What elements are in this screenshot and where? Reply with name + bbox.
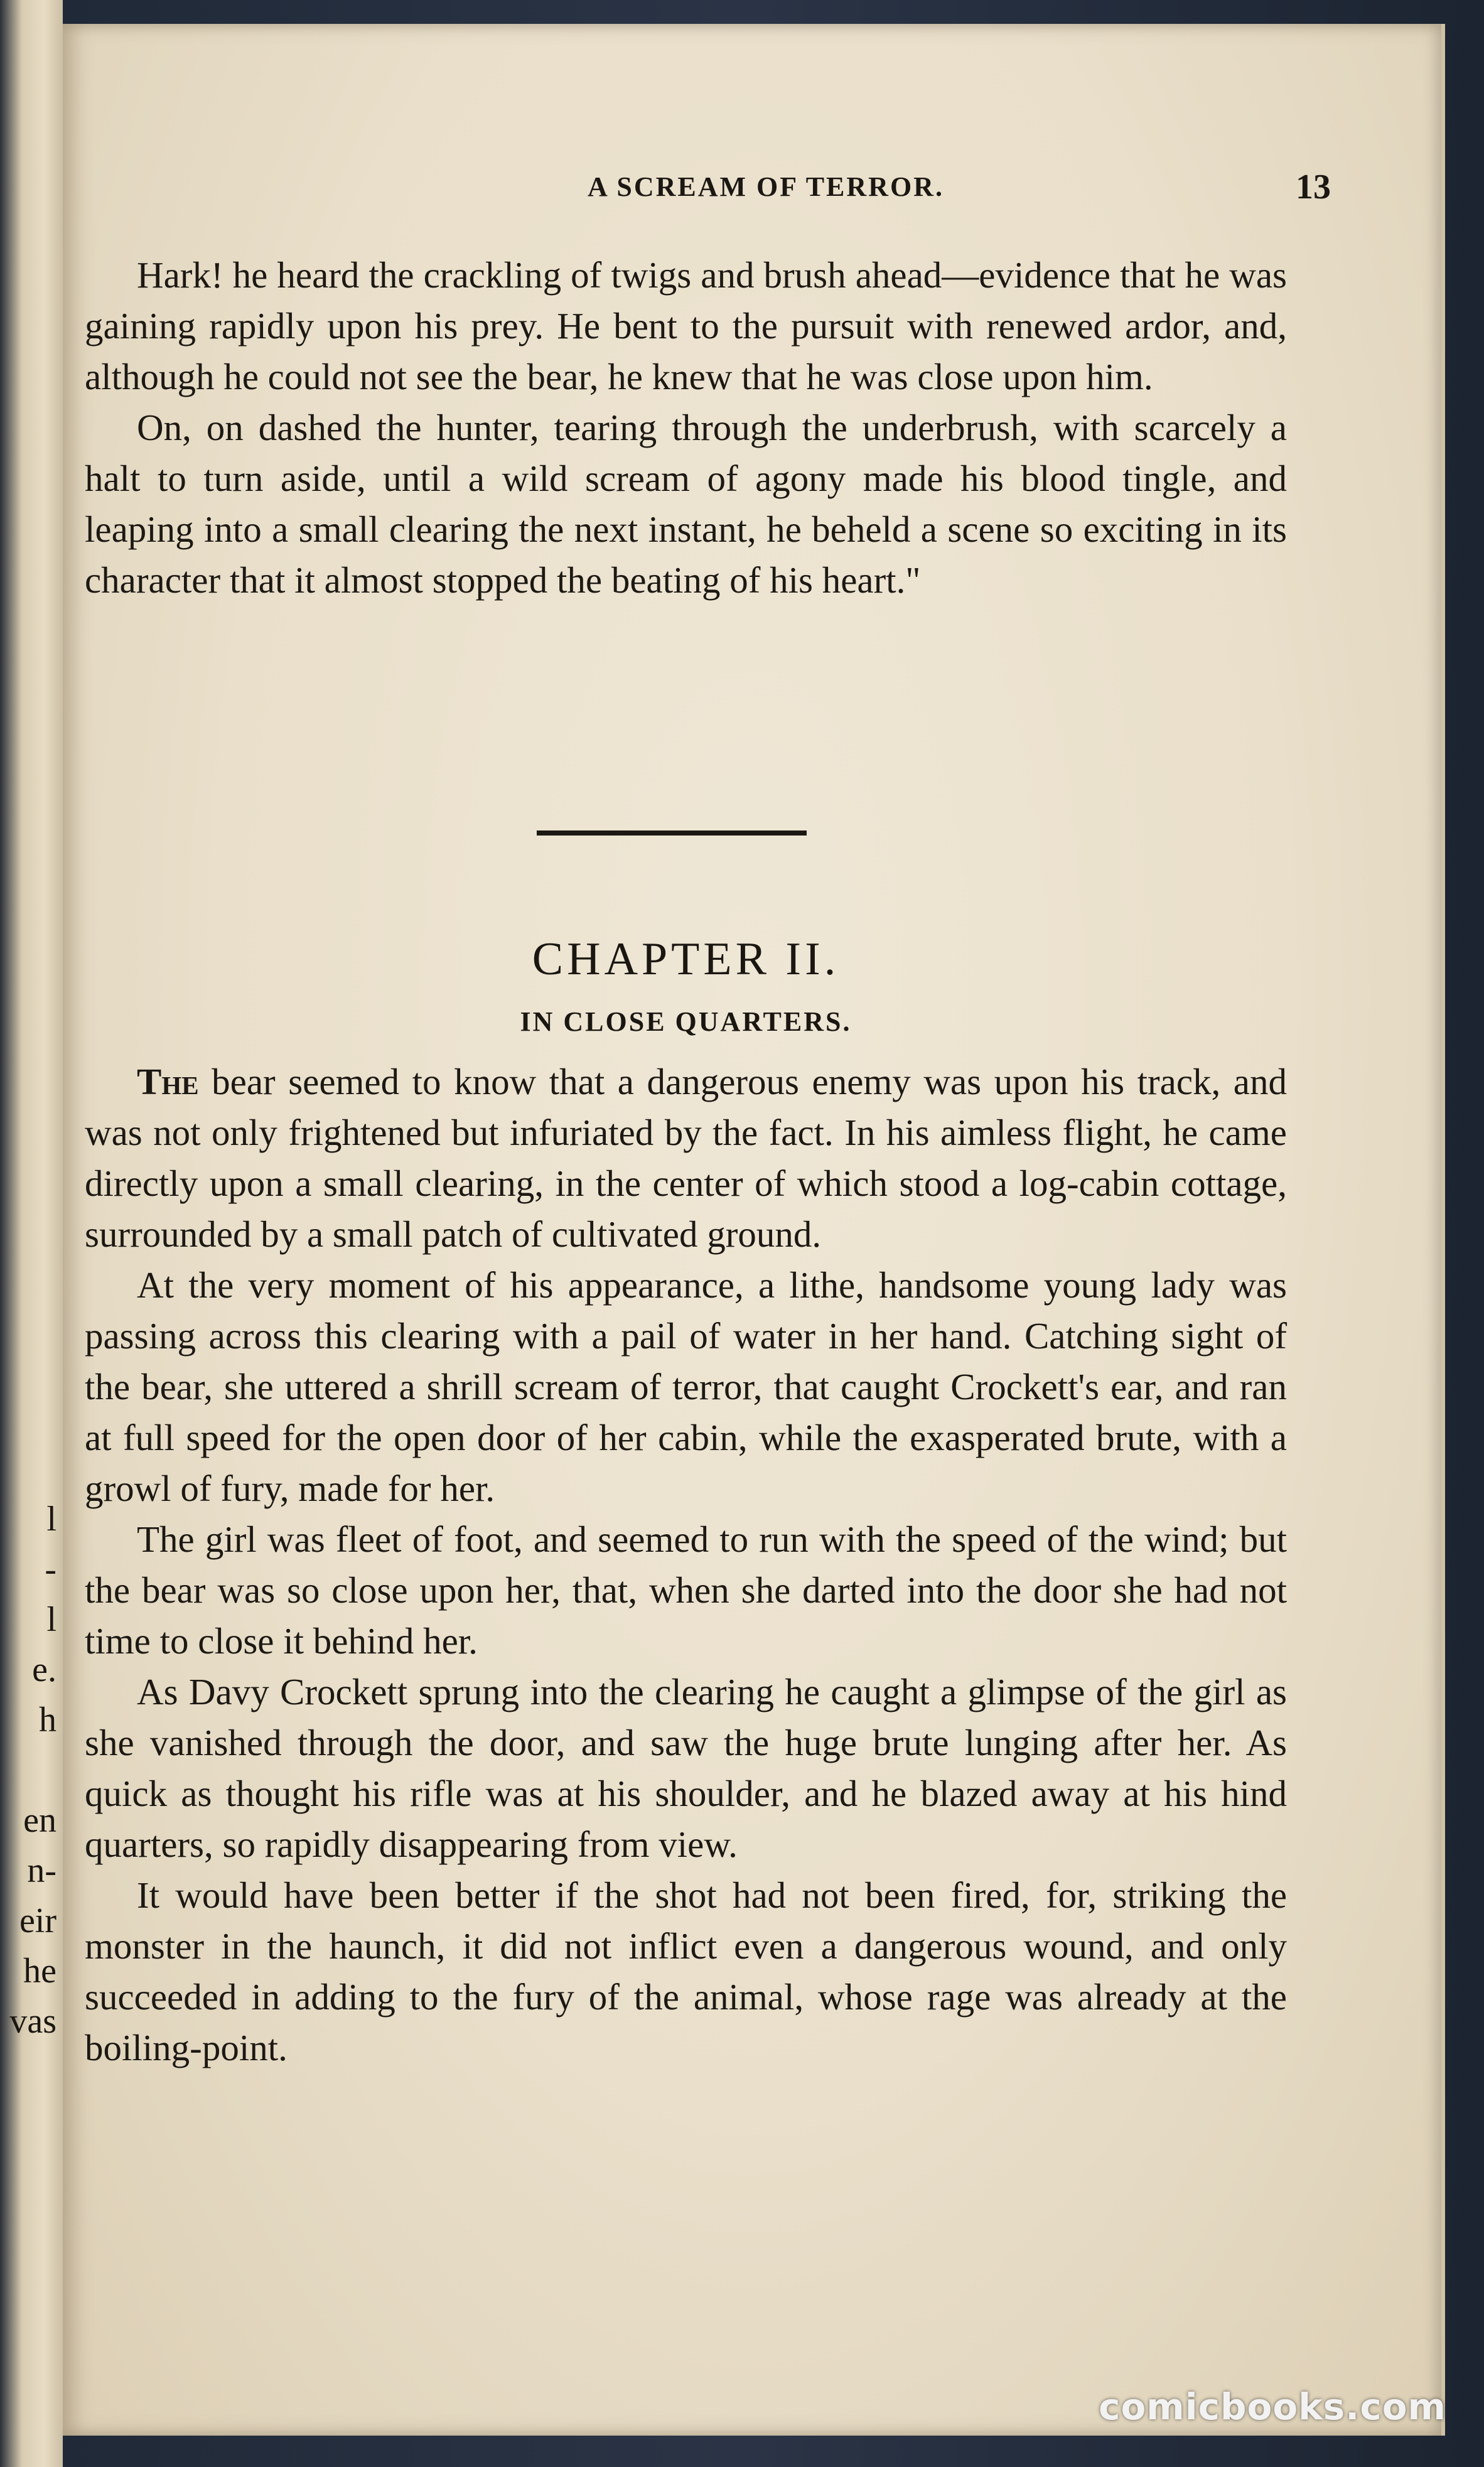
margin-fragment: vas bbox=[9, 2002, 56, 2041]
paragraph: As Davy Crockett sprung into the clearing he caught a glimpse of the girl as she vanished through the door, and saw the huge brute lunging after her. As quick as thought his rifle was at his shoulder, and he blazed away at his hind quarters, so rapidly disappearing from view. bbox=[85, 1671, 1287, 1865]
paragraph: It would have been better if the shot had not been fired, for, striking the monster in the haunch, it did not inflict even a dangerous wound, and only succeeded in adding to the fury of the animal, whose rage was already at the boiling-point. bbox=[85, 1874, 1287, 2068]
site-watermark: comicbooks.com bbox=[1099, 2385, 1446, 2428]
opening-word: The bbox=[137, 1061, 199, 1102]
section-divider bbox=[537, 830, 807, 836]
margin-fragment: n- bbox=[27, 1851, 56, 1890]
margin-fragment: l bbox=[46, 1600, 56, 1639]
margin-fragment: l bbox=[46, 1500, 56, 1539]
paragraph bbox=[85, 1056, 1287, 1260]
book-page bbox=[63, 24, 1445, 2436]
margin-fragment: h bbox=[39, 1701, 56, 1739]
margin-fragment: he bbox=[23, 1952, 56, 1991]
margin-fragment: en bbox=[23, 1801, 56, 1840]
page-header bbox=[389, 162, 1331, 212]
previous-page-margin bbox=[0, 1494, 56, 2247]
chapter-title: CHAPTER II. bbox=[532, 933, 840, 985]
opening-text: bear seemed to know that a dangerous enemy was upon his track, and was not only frightened but infuriated by the fact. In his aimless flight, he came directly upon a small clearing, in the center of which stood a log-cabin cottage, surrounded by a small patch of cultivated ground. bbox=[85, 1061, 1287, 1255]
margin-fragment: e. bbox=[32, 1650, 56, 1689]
chapter-text-block bbox=[85, 1056, 1287, 2073]
top-text-block bbox=[85, 250, 1287, 606]
margin-fragment: eir bbox=[19, 1901, 56, 1940]
page-number: 13 bbox=[1296, 168, 1331, 207]
paragraph: The girl was fleet of foot, and seemed to run with the speed of the wind; but the bear was so close upon her, that, when she darted into the door she had not time to close it behind her. bbox=[85, 1518, 1287, 1662]
paragraph: On, on dashed the hunter, tearing through the underbrush, with scarcely a halt to turn aside, until a wild scream of agony made his blood tingle, and leaping into a small clearing the next instant, he beheld a scene so exciting in its character that it almost stopped the beating of his heart." bbox=[85, 407, 1287, 601]
paragraph: At the very moment of his appearance, a lithe, handsome young lady was passing across this clearing with a pail of water in her hand. Catching sight of the bear, she uttered a shrill scream of terror, that caught Crockett's ear, and ran at full speed for the open door of her cabin, while the exasperated brute, with a growl of fury, made for her. bbox=[85, 1264, 1287, 1509]
margin-fragment: - bbox=[45, 1550, 56, 1589]
running-title: A SCREAM OF TERROR. bbox=[588, 171, 944, 202]
margin-fragment bbox=[0, 1745, 56, 1795]
chapter-subtitle: IN CLOSE QUARTERS. bbox=[520, 1006, 852, 1037]
paragraph: Hark! he heard the crackling of twigs and brush ahead—evidence that he was gaining rapidly upon his prey. He bent to the pursuit with renewed ardor, and, although he could not see the bear, he knew that he was close upon him. bbox=[85, 254, 1287, 397]
